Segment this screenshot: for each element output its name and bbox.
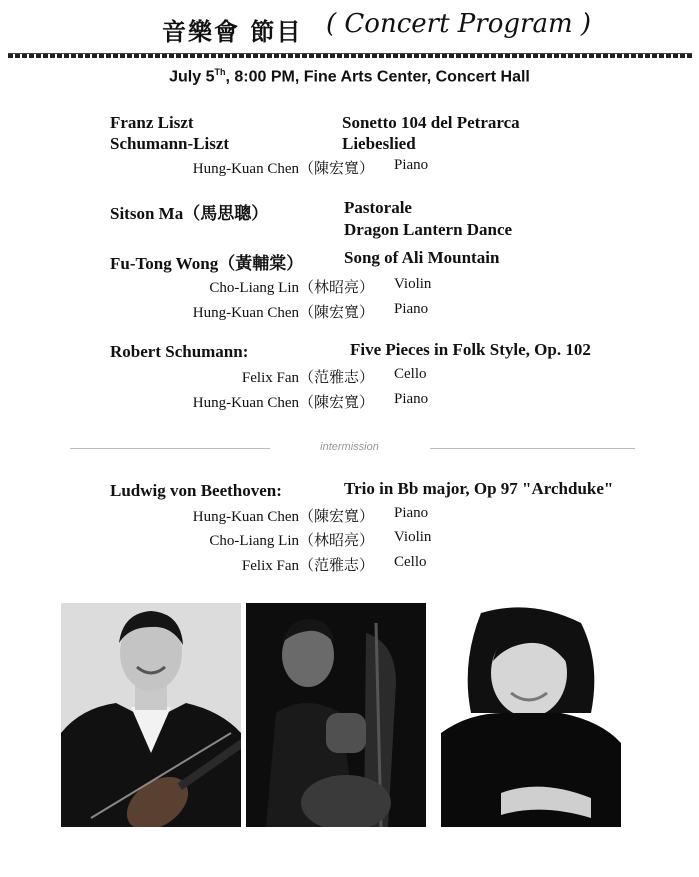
violinist-photo [61,603,241,827]
title-english: ( Concert Program ) [326,9,592,39]
piece-liebeslied: Liebeslied [342,134,416,153]
composer-sitson-ma: Sitson Ma（馬思聰） [110,204,269,223]
cellist-photo [246,603,426,827]
performer-name: Cho-Liang Lin（林昭亮） [209,280,374,296]
performer-instrument: Violin [394,276,432,292]
performer-name: Cho-Liang Lin（林昭亮） [209,533,374,549]
piece-pastorale: Pastorale [344,198,412,217]
performer-name: Hung-Kuan Chen（陳宏寬） [192,161,374,177]
performer-instrument: Cello [394,366,427,382]
intermission-line-right [430,448,635,449]
composer-schumann: Robert Schumann: [110,342,249,361]
event-date: July 5 [169,68,215,86]
pianist-photo [441,603,621,827]
composer-liszt: Franz Liszt [110,113,194,132]
piece-sonetto: Sonetto 104 del Petrarca [342,113,520,132]
title-chinese: 音樂會 節目 [162,17,303,46]
event-details [0,67,699,86]
event-time-venue: , 8:00 PM, Fine Arts Center, Concert Hall [225,68,530,86]
performer-instrument: Piano [394,391,429,407]
intermission-label: intermission [320,441,379,453]
performer-instrument: Piano [394,157,429,173]
performer-name: Felix Fan（范雅志） [241,370,374,386]
piece-archduke-trio: Trio in Bb major, Op 97 "Archduke" [344,479,614,498]
performer-instrument: Violin [394,529,432,545]
piece-five-pieces: Five Pieces in Folk Style, Op. 102 [350,340,591,359]
composer-beethoven: Ludwig von Beethoven: [110,481,282,500]
performer-instrument: Piano [394,505,429,521]
composer-schumann-liszt: Schumann-Liszt [110,134,230,153]
performer-name: Hung-Kuan Chen（陳宏寬） [192,509,374,525]
piece-ali-mountain: Song of Ali Mountain [344,248,500,267]
performer-name: Felix Fan（范雅志） [241,558,374,574]
event-date-suffix: Th [214,67,226,77]
piece-dragon-lantern: Dragon Lantern Dance [344,220,513,239]
performer-instrument: Piano [394,301,429,317]
performer-instrument: Cello [394,554,427,570]
performer-name: Hung-Kuan Chen（陳宏寬） [192,395,374,411]
composer-fu-tong-wong: Fu-Tong Wong（黃輔棠） [110,254,304,273]
header-rule [8,53,692,58]
performer-name: Hung-Kuan Chen（陳宏寬） [192,305,374,321]
